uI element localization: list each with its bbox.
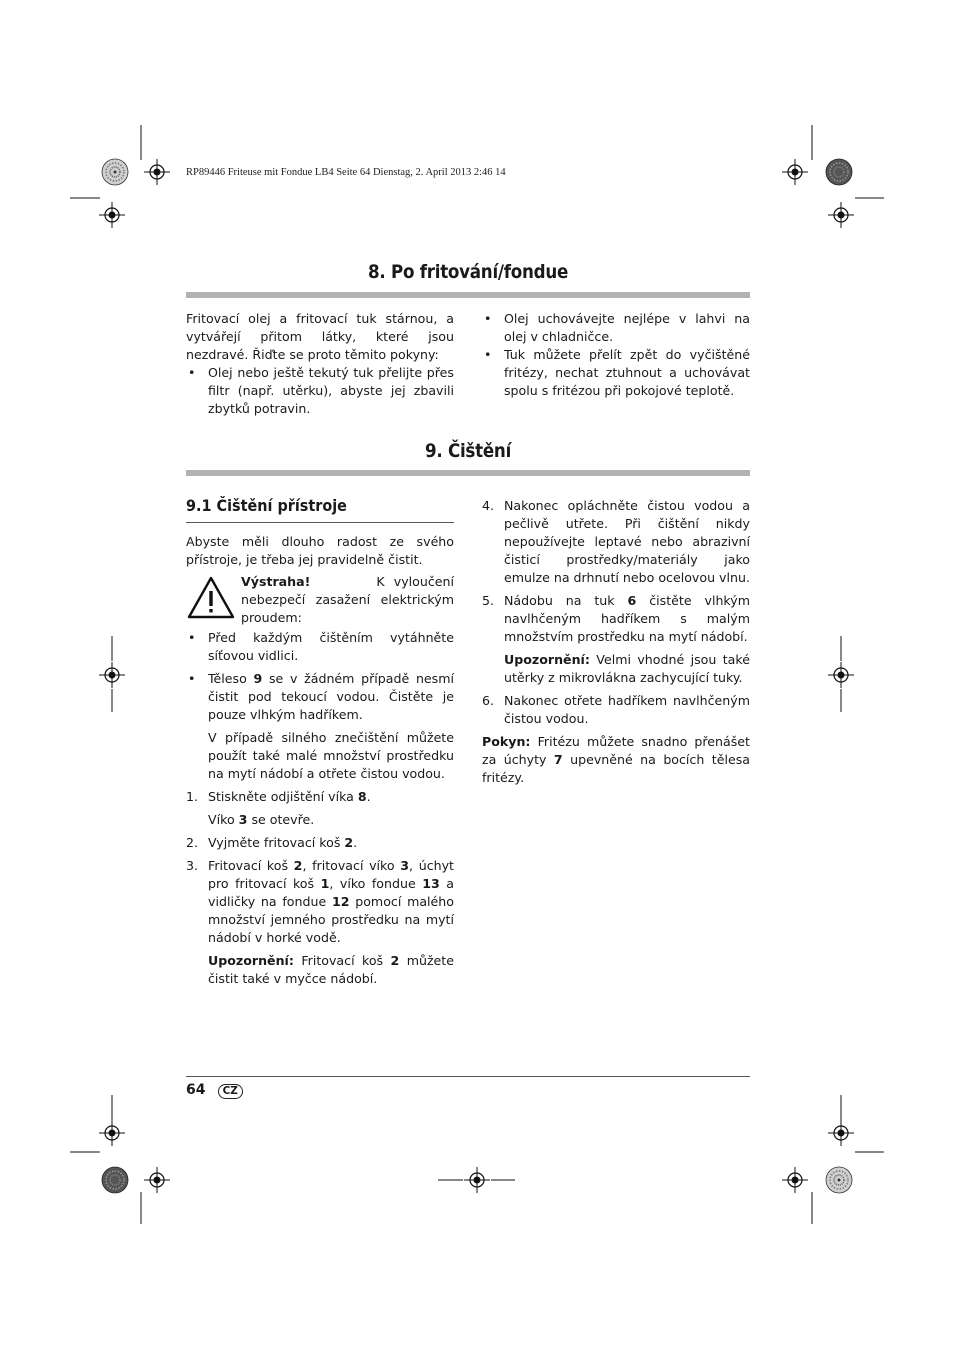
part-number: 6 (627, 593, 637, 608)
part-number: 13 (422, 876, 440, 891)
part-number: 2 (390, 953, 400, 968)
bullet-glyph: • (188, 671, 196, 686)
list-item-text: Olej uchovávejte nejlépe v lahvi na olej v chladničce. (504, 311, 750, 344)
step-text: a vidličky na fondue (208, 876, 454, 909)
section-8-intro: Fritovací olej a fritovací tuk stárnou, a vytvářejí přitom látky, které jsou nezdravé. Řiďte se proto těmito pokyny: (186, 311, 454, 362)
step-5-note (482, 651, 750, 687)
step-5 (482, 592, 750, 646)
part-number: 9 (253, 671, 263, 686)
part-number: 7 (553, 752, 563, 767)
section-8-title: 8. Po fritování/fondue (367, 261, 569, 283)
print-slug: RP89446 Friteuse mit Fondue LB4 Seite 64 Dienstag, 2. April 2013 2:46 14 (186, 167, 506, 178)
list-item (186, 670, 454, 724)
subsection-rule (186, 522, 454, 523)
step-number: 2. (186, 835, 199, 850)
section-9-right-column (482, 497, 750, 787)
part-number: 2 (293, 858, 303, 873)
part-number: 1 (320, 876, 330, 891)
note-label: Upozornění: (504, 652, 590, 667)
step-number: 1. (186, 789, 199, 804)
bullet-continuation: V případě silného znečištění můžete použít také malé množství prostředku na mytí nádobí a otřete čistou vodou. (208, 730, 454, 781)
note-text: Fritovací koš (293, 953, 391, 968)
step-1 (186, 788, 454, 806)
step-6 (482, 692, 750, 728)
tip-label: Pokyn: (482, 734, 531, 749)
step-text: Nakonec otřete hadříkem navlhčeným čistou vodou. (504, 693, 750, 726)
part-number: 8 (357, 789, 367, 804)
bullet-glyph: • (188, 630, 196, 645)
list-item (482, 310, 750, 346)
section-9-bar (186, 470, 750, 476)
step-text: Víko (208, 812, 239, 827)
list-item-text: Olej nebo ještě tekutý tuk přelijte přes filtr (např. utěrku), abyste jej zbavili zbytků potravin. (208, 365, 454, 416)
step-text: pomocí malého množství jemného prostředku na mytí nádobí v horké vodě. (208, 894, 454, 945)
tip-text: Fritézu můžete snadno přenášet za úchyty (482, 734, 750, 767)
step-number: 4. (482, 498, 495, 513)
step-number: 3. (186, 858, 199, 873)
warning-body: K vyloučení nebezpečí zasažení elektrickým proudem: (241, 574, 454, 625)
warning-block (186, 573, 454, 627)
step-text: . (353, 835, 358, 850)
list-item-text: Těleso (208, 671, 254, 686)
list-item-text: Tuk můžete přelít zpět do vyčištěné fritézy, nechat ztuhnout a uchovávat spolu s fritézou při pokojové teplotě. (504, 347, 750, 398)
step-text: Nakonec opláchněte čistou vodou a pečlivě utřete. Při čištění nikdy nepoužívejte leptavé nebo abrazivní čisticí prostředky/materiály jako emulze na drhnutí nebo ocelovou vlnu. (504, 498, 750, 585)
subsection-title: 9.1 Čištění přístroje (186, 496, 347, 515)
step-text: Stiskněte odjištění víka (208, 789, 358, 804)
step-text: , fritovací víko (302, 858, 401, 873)
warning-triangle-icon (186, 575, 236, 621)
bullet-glyph: • (484, 347, 492, 362)
list-item (186, 364, 454, 418)
section-8-right-column (482, 310, 750, 400)
section-8-bar (186, 292, 750, 298)
step-3 (186, 857, 454, 947)
list-item (186, 629, 454, 665)
language-badge: CZ (218, 1084, 243, 1099)
step-number: 6. (482, 693, 495, 708)
step-text: Nádobu na tuk (504, 593, 628, 608)
step-text: , úchyt pro fritovací koš (208, 858, 454, 891)
step-3-note (186, 952, 454, 988)
step-text: se otevře. (247, 812, 315, 827)
list-item (482, 346, 750, 400)
list-item-text: se v žádném případě nesmí čistit pod tekoucí vodou. Čistěte je pouze vlhkým hadříkem. (208, 671, 454, 722)
tip-paragraph (482, 733, 750, 787)
tip-text: upevněné na bocích tělesa fritézy. (482, 752, 750, 785)
list-item-text: Před každým čištěním vytáhněte síťovou vidlici. (208, 630, 454, 663)
note-text: můžete čistit také v myčce nádobí. (208, 953, 454, 986)
step-text: , víko fondue (329, 876, 423, 891)
step-text: Fritovací koš (208, 858, 294, 873)
section-9-left-column (186, 497, 454, 988)
warning-label: Výstraha! (241, 574, 311, 589)
step-text: čistěte vlhkým navlhčeným hadříkem s malým množstvím prostředku na mytí nádobí. (504, 593, 750, 644)
bullet-glyph: • (188, 365, 196, 380)
bullet-glyph: • (484, 311, 492, 326)
note-text: Velmi vhodné jsou také utěrky z mikrovlákna zachycující tuky. (504, 652, 750, 685)
note-label: Upozornění: (208, 953, 294, 968)
page-number: 64 (186, 1082, 206, 1098)
warning-text (241, 573, 454, 627)
step-number: 5. (482, 593, 495, 608)
step-1-result (186, 811, 454, 829)
part-number: 3 (400, 858, 410, 873)
part-number: 3 (238, 812, 248, 827)
section-8-left-column (186, 310, 454, 418)
cleaning-intro: Abyste měli dlouho radost ze svého přístroje, je třeba jej pravidelně čistit. (186, 534, 454, 567)
step-text: . (366, 789, 371, 804)
step-4 (482, 497, 750, 587)
part-number: 12 (331, 894, 350, 909)
footer-rule (186, 1076, 750, 1077)
step-text: Vyjměte fritovací koš (208, 835, 345, 850)
footer (186, 1079, 243, 1099)
step-2 (186, 834, 454, 852)
section-9-title: 9. Čištění (424, 440, 512, 462)
part-number: 2 (344, 835, 354, 850)
